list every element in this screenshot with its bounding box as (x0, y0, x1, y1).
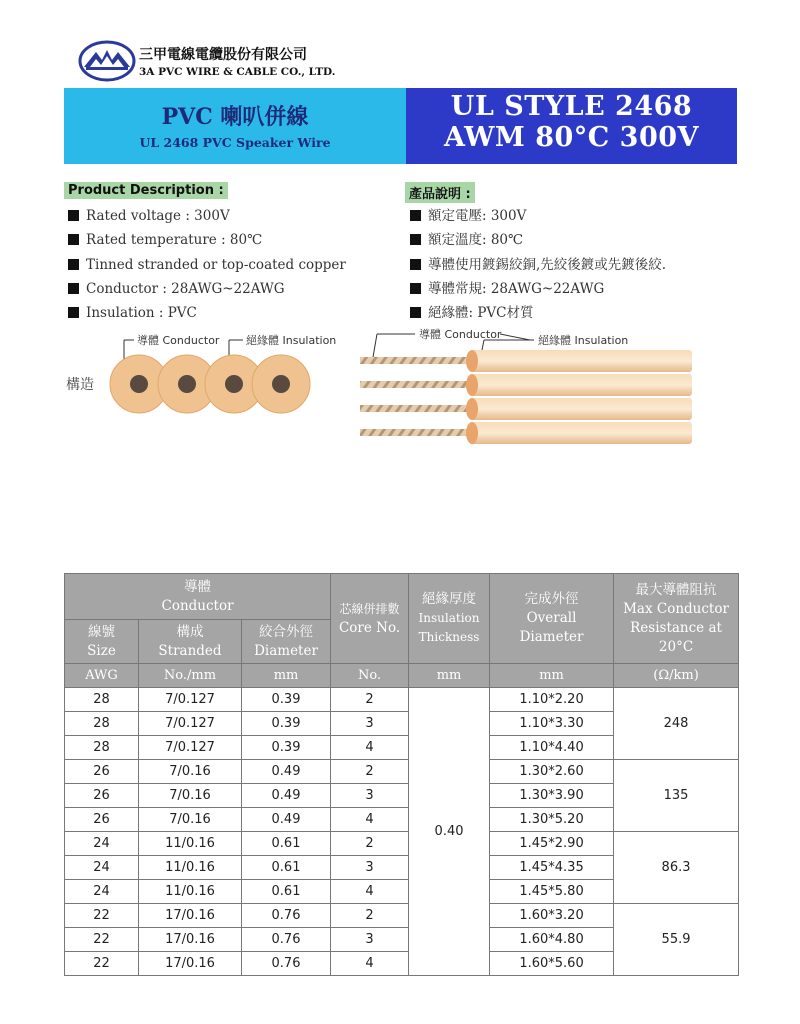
bullet-square-icon (68, 307, 79, 318)
table-row: 24 11/0.16 0.61 3 1.45*4.35 (65, 856, 739, 880)
company-name-zh: 三甲電線電纜股份有限公司 (139, 47, 307, 63)
product-title-zh: PVC 喇叭併線 (161, 104, 309, 130)
side-view-wires (360, 350, 692, 444)
spec-table (64, 573, 739, 976)
description-item: Rated voltage : 300V (68, 204, 346, 228)
table-header-row (65, 574, 739, 620)
bullet-square-icon (410, 283, 421, 294)
unit-cell: No./mm (139, 664, 242, 688)
header-insulation-thickness: 絕緣厚度 Insulation Thickness (409, 574, 490, 664)
style-banner (406, 88, 737, 164)
table-row: 24 11/0.16 0.61 2 1.45*2.90 86.3 (65, 832, 739, 856)
description-item: 額定電壓: 300V (410, 204, 666, 228)
cable-structure-diagram (0, 320, 800, 460)
description-list-zh (410, 204, 666, 325)
bullet-square-icon (410, 307, 421, 318)
description-item: Insulation : PVC (68, 301, 346, 325)
unit-cell: mm (409, 664, 490, 688)
unit-cell: AWG (65, 664, 139, 688)
description-item: Conductor : 28AWG~22AWG (68, 277, 346, 301)
header-size: 線號 Size (65, 620, 139, 664)
header-conductor: 導體 Conductor (65, 574, 331, 620)
product-title-banner (64, 88, 406, 164)
table-row: 26 7/0.16 0.49 3 1.30*3.90 (65, 784, 739, 808)
bullet-square-icon (410, 234, 421, 245)
company-name-en: 3A PVC WIRE & CABLE CO., LTD. (139, 66, 336, 78)
description-heading-zh: 產品說明 : (405, 182, 475, 203)
resistance-cell: 86.3 (614, 832, 739, 904)
header-core-no: 芯線併排數 Core No. (331, 574, 409, 664)
bullet-square-icon (68, 234, 79, 245)
description-item: 額定溫度: 80℃ (410, 228, 666, 252)
resistance-cell: 248 (614, 688, 739, 760)
description-item: Tinned stranded or top-coated copper (68, 253, 346, 277)
product-subtitle-en: UL 2468 PVC Speaker Wire (139, 135, 331, 150)
table-row: 22 17/0.16 0.76 3 1.60*4.80 (65, 928, 739, 952)
cross-conductor-label: 導體 Conductor (137, 334, 220, 347)
unit-cell: (Ω/km) (614, 664, 739, 688)
table-units-row (65, 664, 739, 688)
unit-cell: mm (490, 664, 614, 688)
resistance-cell: 55.9 (614, 904, 739, 976)
description-item: 導體使用鍍錫絞銅,先絞後鍍或先鍍後絞. (410, 253, 666, 277)
bullet-square-icon (68, 259, 79, 270)
insulation-thickness-cell: 0.40 (409, 688, 490, 976)
table-row: 28 7/0.127 0.39 3 1.10*3.30 (65, 712, 739, 736)
header-overall-diameter: 完成外徑 Overall Diameter (490, 574, 614, 664)
table-row: 26 7/0.16 0.49 2 1.30*2.60 135 (65, 760, 739, 784)
description-item: 絕緣體: PVC材質 (410, 301, 666, 325)
header-diameter: 絞合外徑 Diameter (242, 620, 331, 664)
table-row: 26 7/0.16 0.49 4 1.30*5.20 (65, 808, 739, 832)
style-line-1: UL STYLE 2468 (450, 91, 693, 122)
side-conductor-label: 導體 Conductor (419, 328, 502, 341)
resistance-cell: 135 (614, 760, 739, 832)
bullet-square-icon (68, 283, 79, 294)
bullet-square-icon (68, 210, 79, 221)
table-row: 28 7/0.127 0.39 2 0.40 1.10*2.20 248 (65, 688, 739, 712)
description-item: Rated temperature : 80℃ (68, 228, 346, 252)
table-row: 24 11/0.16 0.61 4 1.45*5.80 (65, 880, 739, 904)
cross-insulation-label: 絕緣體 Insulation (246, 334, 337, 347)
table-row: 22 17/0.16 0.76 2 1.60*3.20 55.9 (65, 904, 739, 928)
table-row: 22 17/0.16 0.76 4 1.60*5.60 (65, 952, 739, 976)
description-list-en (68, 204, 346, 325)
header-max-resistance: 最大導體阻抗 Max Conductor Resistance at 20°C (614, 574, 739, 664)
description-heading-en: Product Description : (64, 182, 228, 199)
unit-cell: mm (242, 664, 331, 688)
side-insulation-label: 絕緣體 Insulation (538, 334, 629, 347)
table-row: 28 7/0.127 0.39 4 1.10*4.40 (65, 736, 739, 760)
company-logo (78, 40, 136, 82)
bullet-square-icon (410, 259, 421, 270)
bullet-square-icon (410, 210, 421, 221)
header-stranded: 構成 Stranded (139, 620, 242, 664)
description-item: 導體常規: 28AWG~22AWG (410, 277, 666, 301)
style-line-2: AWM 80°C 300V (444, 122, 699, 153)
structure-label: 構造 (66, 377, 94, 393)
unit-cell: No. (331, 664, 409, 688)
cross-section-cores (110, 355, 310, 413)
